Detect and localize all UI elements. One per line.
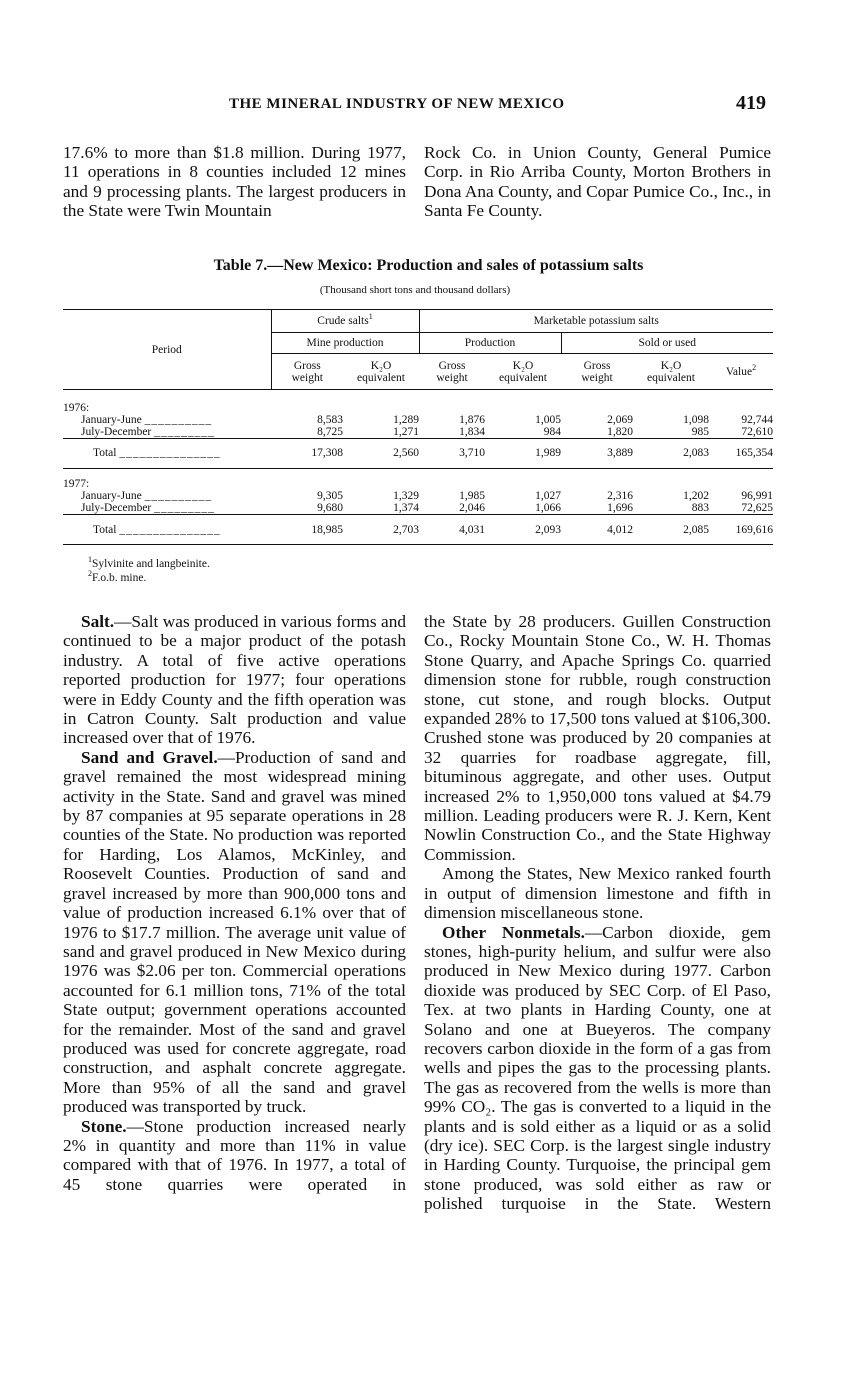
other-nonmetals-paragraph: Other Nonmetals.—Carbon dioxide, gem stones, high-purity helium, and sulfur were also produced in New Mexico during 1977. Carbon dioxide was produced by SEC Corp. of El Paso, Tex. at two plants in Harding County, one at Solano and one at Bueyeros. The company recovers carbon dioxide in the form of a gas from wells and pipes the gas to the processing plants. The gas as recovered from the wells is more than 99% CO₂. The gas is converted to a liquid in the plants and is sold either as a liquid or as a solid (dry ice). SEC Corp. is the largest single industry in Harding County. Turquoise, the principal gem stone produced, was sold either as raw or polished turquoise in the State. Western <box>424 922 771 1214</box>
table-row: January-June __________ 9,305 1,329 1,985 1,027 2,316 1,202 96,991 <box>81 490 773 502</box>
period-header: Period <box>63 310 271 390</box>
salt-heading: Salt. <box>81 612 115 631</box>
value-header: Value$^2$ <box>725 362 757 378</box>
table-row: January-June __________ 8,583 1,289 1,876 1,005 2,069 1,098 92,744 <box>81 413 773 426</box>
table-footnotes <box>88 557 210 585</box>
production-header: Production <box>419 333 561 354</box>
gross-weight-header: Gross weight <box>436 359 468 384</box>
year-label-row: 1977: <box>63 478 90 490</box>
top-right-column <box>424 143 771 221</box>
ranking-paragraph: Among the States, New Mexico ranked fourth in output of dimension limestone and fifth in dimension miscellaneous stone. <box>424 864 771 923</box>
footnote: $^2$F.o.b. mine. <box>88 569 147 584</box>
top-left-paragraph: 17.6% to more than $1.8 million. During 1977, 11 operations in 8 counties included 12 mines and 9 processing plants. The largest producers in the State were Twin Mountain <box>63 143 406 221</box>
body-left-column <box>63 612 406 1194</box>
table-title: Table 7.—New Mexico: Production and sales of potassium salts <box>213 257 644 274</box>
k2o-header: K₂O equivalent <box>499 359 547 384</box>
total-row: Total _______________ 17,308 2,560 3,710 1,989 3,889 2,083 165,354 <box>63 438 773 468</box>
sand-gravel-paragraph: Sand and Gravel.—Production of sand and gravel remained the most widespread mining activity in the State. Sand and gravel was mined by 87 companies at 95 separate operations in 28 counties of the State. No production was reported for Harding, Los Alamos, McKinley, and Roosevelt Counties. Production of sand and gravel increased by more than 900,000 tons and value of production increased 6.1% over that of 1976 to $17.7 million. The average unit value of sand and gravel produced in New Mexico during 1976 was $2.06 per ton. Commercial operations accounted for 6.1 million tons, 71% of the total State output; government operations accounted for the remainder. Most of the sand and gravel produced was used for concrete aggregate, road construction, and asphalt concrete aggregate. More than 95% of all the sand and gravel produced was transported by truck. <box>63 747 406 1117</box>
table-row: July-December _________ 8,725 1,271 1,834 984 1,820 985 72,610 <box>63 426 773 439</box>
gross-weight-header: Gross weight <box>271 354 343 390</box>
body-right-column <box>424 612 771 1214</box>
potassium-salts-table <box>63 309 773 545</box>
table-subtitle: (Thousand short tons and thousand dollars) <box>319 284 511 296</box>
stone-paragraph: Stone.—Stone production increased nearly 2% in quantity and more than 11% in value compared with that of 1976. In 1977, a total of 45 stone quarries were operated in <box>63 1116 406 1194</box>
k2o-header: K₂O equivalent <box>357 359 405 384</box>
marketable-header: Marketable potassium salts <box>419 310 773 333</box>
footnote: $^1$Sylvinite and langbeinite. <box>88 555 210 570</box>
table-row: July-December _________ 9,680 1,374 2,046 1,066 1,696 883 72,625 <box>63 502 773 515</box>
page-number: 419 <box>736 92 766 114</box>
running-head <box>0 92 857 118</box>
crude-salts-header: Crude salts$^1$ <box>271 310 419 333</box>
sold-or-used-header: Sold or used <box>561 333 773 354</box>
top-left-column <box>63 143 406 221</box>
mine-production-header: Mine production <box>271 333 419 354</box>
k2o-header: K₂O equivalent <box>647 359 695 384</box>
year-label-row: 1976: <box>63 401 90 414</box>
salt-paragraph: Salt.—Salt was produced in various forms and continued to be a major product of the potash industry. A total of five active operations reported production for 1977; four operations were in Eddy County and the fifth operation was in Catron County. Salt production and value increased over that of 1976. <box>63 612 406 748</box>
other-nonmetals-heading: Other Nonmetals. <box>442 922 585 942</box>
stone-heading: Stone. <box>81 1116 127 1136</box>
sand-gravel-heading: Sand and Gravel. <box>81 747 218 767</box>
running-title: THE MINERAL INDUSTRY OF NEW MEXICO <box>229 96 565 112</box>
total-row: Total _______________ 18,985 2,703 4,031 2,093 4,012 2,085 169,616 <box>63 515 773 545</box>
stone-continued-paragraph: the State by 28 producers. Guillen Construction Co., Rocky Mountain Stone Co., W. H. Thomas Stone Quarry, and Apache Springs Co. quarried dimension stone for rubble, rough construction stone, cut stone, and rough blocks. Output expanded 28% to 17,500 tons valued at $106,300. Crushed stone was produced by 20 companies at 32 quarries for roadbase aggregate, fill, bituminous aggregate, and other uses. Output increased 2% to 1,950,000 tons valued at $4.79 million. Leading producers were R. J. Kern, Kent Nowlin Construction Co., and the State Highway Commission. <box>424 612 771 864</box>
gross-weight-header: Gross weight <box>581 359 613 384</box>
top-right-paragraph: Rock Co. in Union County, General Pumice Corp. in Rio Arriba County, Morton Brothers in Dona Ana County, and Copar Pumice Co., Inc., in Santa Fe County. <box>424 143 771 221</box>
